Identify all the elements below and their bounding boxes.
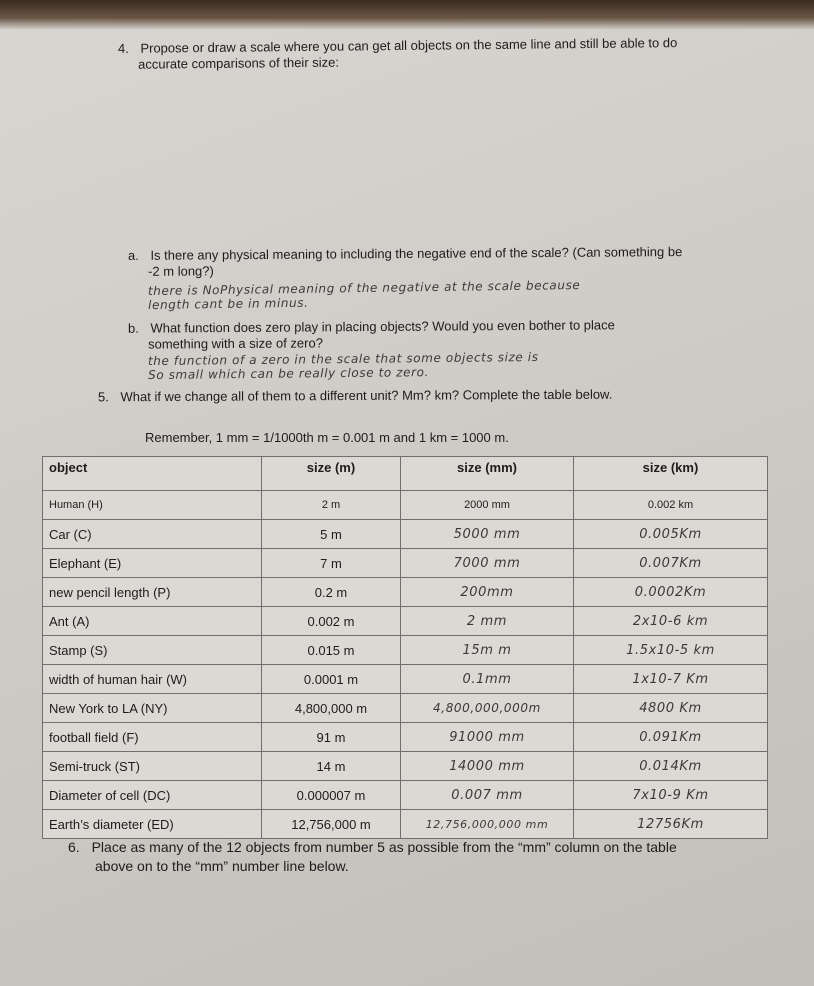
size-mm-value: 200mm xyxy=(401,578,574,607)
size-km-value: 0.0002Km xyxy=(574,578,768,607)
size-mm-value: 12,756,000,000 mm xyxy=(401,810,574,839)
object-name: Earth’s diameter (ED) xyxy=(43,810,262,839)
conversion-reminder: Remember, 1 mm = 1/1000th m = 0.001 m and 1 km = 1000 m. xyxy=(145,430,509,445)
question-4 xyxy=(118,35,678,73)
question-text-cont: accurate comparisons of their size: xyxy=(138,54,340,72)
size-mm-value: 4,800,000,000m xyxy=(401,694,574,723)
question-text: What function does zero play in placing objects? Would you even bother to place xyxy=(150,317,615,336)
size-mm-value: 14000 mm xyxy=(401,752,574,781)
question-text: Is there any physical meaning to including the negative end of the scale? (Can something be xyxy=(150,244,683,263)
size-km-value: 1.5x10-5 km xyxy=(574,636,768,665)
header-object: object xyxy=(43,457,262,491)
table-header-row xyxy=(43,457,768,491)
header-size-km: size (km) xyxy=(574,457,768,491)
size-m-value: 4,800,000 m xyxy=(262,694,401,723)
question-5 xyxy=(98,387,612,406)
size-m-value: 0.002 m xyxy=(262,607,401,636)
size-km-value: 0.014Km xyxy=(574,752,768,781)
size-m-value: 0.015 m xyxy=(262,636,401,665)
answer-line: length cant be in minus. xyxy=(148,295,309,313)
size-km-value: 0.091Km xyxy=(574,723,768,752)
size-mm-value: 5000 mm xyxy=(401,520,574,549)
size-m-value: 0.000007 m xyxy=(262,781,401,810)
table-row xyxy=(43,665,768,694)
size-mm-value: 0.007 mm xyxy=(401,781,574,810)
object-name: width of human hair (W) xyxy=(43,665,262,694)
header-size-mm: size (mm) xyxy=(401,457,574,491)
object-name: Ant (A) xyxy=(43,607,262,636)
size-mm-value: 15m m xyxy=(401,636,574,665)
photo-top-edge xyxy=(0,0,814,30)
table-row xyxy=(43,723,768,752)
sub-label: b. xyxy=(127,320,139,336)
size-km-value: 4800 Km xyxy=(574,694,768,723)
question-b xyxy=(128,317,615,352)
table-row xyxy=(43,694,768,723)
answer-line: there is NoPhysical meaning of the negative at the scale because xyxy=(147,277,581,299)
table-row xyxy=(43,752,768,781)
object-name: New York to LA (NY) xyxy=(43,694,262,723)
size-m-value: 0.2 m xyxy=(262,578,401,607)
size-m-value: 12,756,000 m xyxy=(262,810,401,839)
size-m-value: 91 m xyxy=(262,723,401,752)
question-text-cont: above on to the “mm” number line below. xyxy=(95,858,349,874)
table-row xyxy=(43,810,768,839)
size-km-value: 1x10-7 Km xyxy=(574,665,768,694)
question-text: Propose or draw a scale where you can get all objects on the same line and still be able to do xyxy=(140,35,678,56)
size-table xyxy=(42,456,768,839)
size-m-value: 5 m xyxy=(262,520,401,549)
question-text-cont: something with a size of zero? xyxy=(148,335,323,352)
sub-label: a. xyxy=(127,247,139,263)
size-m-value: 14 m xyxy=(262,752,401,781)
table-row xyxy=(43,781,768,810)
size-m-value: 0.0001 m xyxy=(262,665,401,694)
size-m-value: 2 m xyxy=(262,491,401,520)
table-row xyxy=(43,578,768,607)
size-m-value: 7 m xyxy=(262,549,401,578)
question-number: 5. xyxy=(97,389,109,405)
table-row xyxy=(43,607,768,636)
object-name: new pencil length (P) xyxy=(43,578,262,607)
object-name: Car (C) xyxy=(43,520,262,549)
handwritten-answer-b xyxy=(148,350,539,382)
object-name: Elephant (E) xyxy=(43,549,262,578)
size-km-value: 0.007Km xyxy=(574,549,768,578)
size-km-value: 2x10-6 km xyxy=(574,607,768,636)
size-mm-value: 2000 mm xyxy=(401,491,574,520)
question-number: 6. xyxy=(68,839,80,855)
object-name: Stamp (S) xyxy=(43,636,262,665)
question-a xyxy=(128,244,683,280)
size-mm-value: 91000 mm xyxy=(401,723,574,752)
size-km-value: 0.005Km xyxy=(574,520,768,549)
table-row xyxy=(43,549,768,578)
question-text: Place as many of the 12 objects from number 5 as possible from the “mm” column on the table xyxy=(91,839,677,855)
object-name: football field (F) xyxy=(43,723,262,752)
table-row xyxy=(43,520,768,549)
handwritten-answer-a xyxy=(148,278,581,312)
answer-line: So small which can be really close to zero. xyxy=(148,365,430,383)
size-mm-value: 7000 mm xyxy=(401,549,574,578)
size-km-value: 0.002 km xyxy=(574,491,768,520)
question-6 xyxy=(68,838,677,876)
object-name: Semi-truck (ST) xyxy=(43,752,262,781)
size-mm-value: 0.1mm xyxy=(401,665,574,694)
header-size-m: size (m) xyxy=(262,457,401,491)
table-row xyxy=(43,636,768,665)
object-name: Human (H) xyxy=(43,491,262,520)
table-row xyxy=(43,491,768,520)
size-km-value: 12756Km xyxy=(574,810,768,839)
object-name: Diameter of cell (DC) xyxy=(43,781,262,810)
question-text-cont: -2 m long?) xyxy=(148,263,214,279)
size-mm-value: 2 mm xyxy=(401,607,574,636)
question-number: 4. xyxy=(117,40,129,56)
question-text: What if we change all of them to a different unit? Mm? km? Complete the table below. xyxy=(120,386,613,405)
size-km-value: 7x10-9 Km xyxy=(574,781,768,810)
answer-line: the function of a zero in the scale that some objects size is xyxy=(147,349,539,369)
